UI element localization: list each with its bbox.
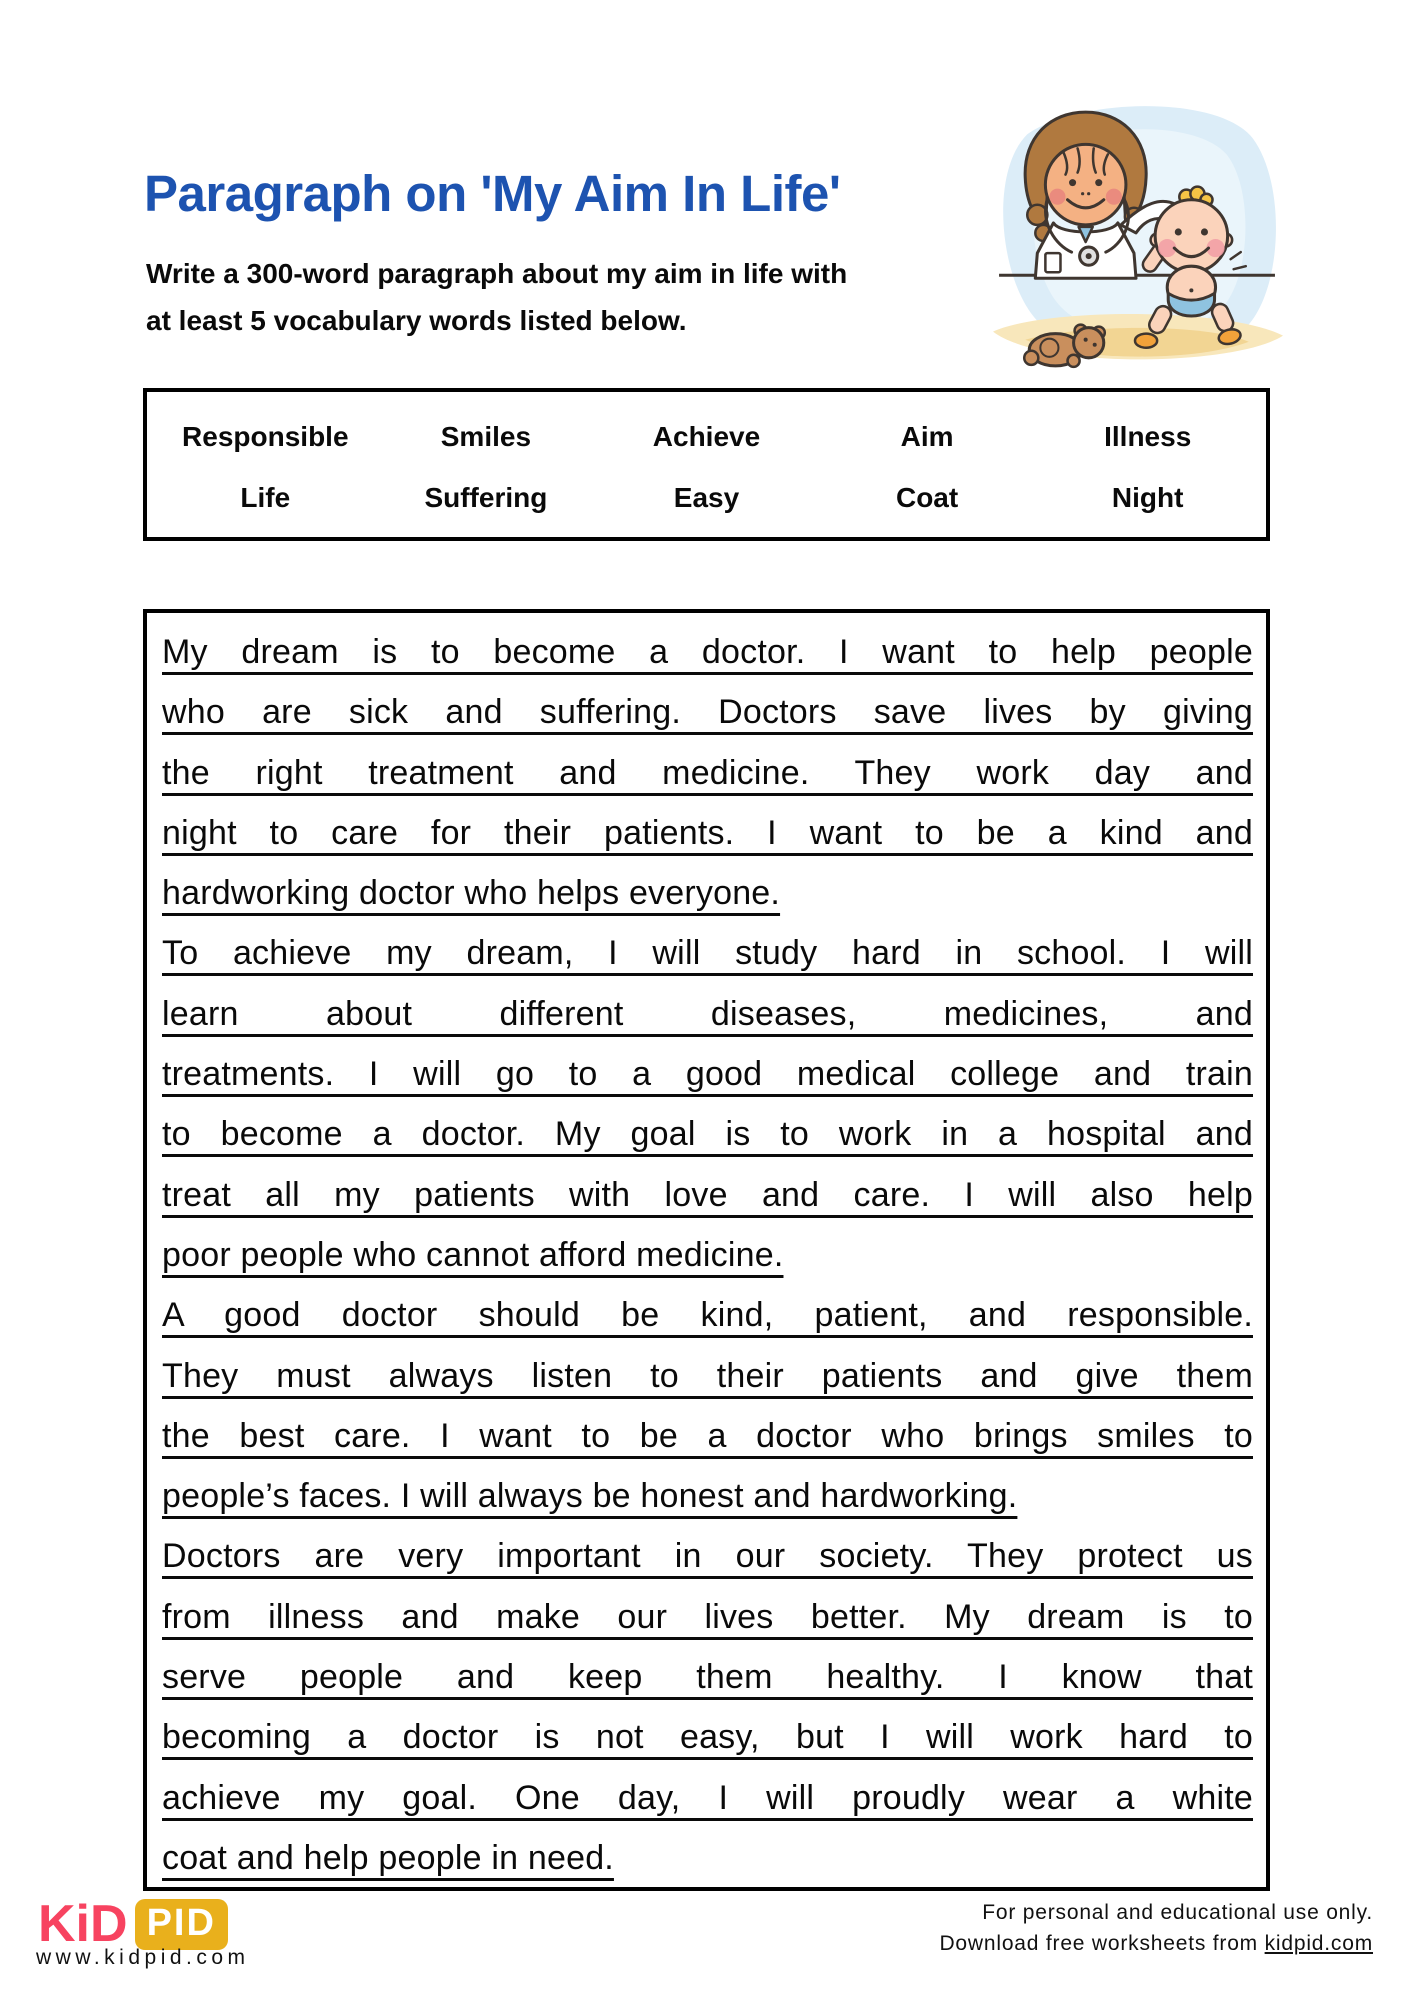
essay-line: the right treatment and medicine. They work day and bbox=[162, 753, 1253, 792]
website-url: www.kidpid.com bbox=[36, 1946, 250, 1969]
essay-line: the best care. I want to be a doctor who brings smiles to bbox=[162, 1416, 1253, 1455]
essay-line: A good doctor should be kind, patient, and responsible. bbox=[162, 1296, 1253, 1335]
vocab-word: Smiles bbox=[440, 421, 532, 452]
essay-line: achieve my goal. One day, I will proudly wear a white bbox=[162, 1778, 1253, 1817]
essay-line: learn about different diseases, medicines, and bbox=[162, 994, 1253, 1033]
vocab-word: Achieve bbox=[652, 421, 761, 452]
essay-line: people’s faces. I will always be honest and hardworking. bbox=[162, 1477, 1018, 1516]
essay-box bbox=[143, 609, 1270, 1891]
instructions-line-2: at least 5 vocabulary words listed below. bbox=[146, 305, 687, 336]
essay-line: serve people and keep them healthy. I know that bbox=[162, 1658, 1253, 1697]
vocab-word: Suffering bbox=[424, 482, 548, 513]
vocabulary-grid bbox=[147, 392, 1266, 528]
essay-line: to become a doctor. My goal is to work in a hospital and bbox=[162, 1115, 1253, 1154]
essay-line: who are sick and suffering. Doctors save lives by giving bbox=[162, 693, 1253, 732]
vocab-word: Coat bbox=[895, 482, 959, 513]
page-title: Paragraph on 'My Aim In Life' bbox=[144, 165, 841, 222]
instructions-text bbox=[146, 250, 1026, 344]
essay-line: treat all my patients with love and care. I will also help bbox=[162, 1175, 1253, 1214]
essay-line: To achieve my dream, I will study hard in school. I will bbox=[162, 934, 1253, 973]
essay-line: Doctors are very important in our society. They protect us bbox=[162, 1537, 1253, 1576]
footer-note-line-1: For personal and educational use only. bbox=[982, 1901, 1373, 1924]
vocab-word: Responsible bbox=[182, 421, 349, 452]
kidpid-link[interactable]: kidpid.com bbox=[1264, 1932, 1373, 1955]
essay-line: They must always listen to their patients and give them bbox=[162, 1356, 1253, 1395]
essay-line: poor people who cannot afford medicine. bbox=[162, 1235, 784, 1274]
kidpid-logo bbox=[38, 1894, 228, 1954]
vocab-word: Easy bbox=[673, 482, 740, 513]
instructions-line-1: Write a 300-word paragraph about my aim in life with bbox=[146, 258, 848, 289]
essay-line: treatments. I will go to a good medical college and train bbox=[162, 1055, 1253, 1094]
essay-line: night to care for their patients. I want to be a kind and bbox=[162, 813, 1253, 852]
essay-line: from illness and make our lives better. My dream is to bbox=[162, 1597, 1253, 1636]
footer-note bbox=[939, 1897, 1373, 1959]
footer-note-line-2-prefix: Download free worksheets from bbox=[939, 1932, 1265, 1955]
vocab-word: Life bbox=[240, 482, 291, 513]
vocab-word: Illness bbox=[1104, 421, 1192, 452]
doctor-baby-illustration bbox=[983, 92, 1289, 384]
vocab-word: Aim bbox=[900, 421, 954, 452]
vocabulary-box bbox=[143, 388, 1270, 541]
essay-line: hardworking doctor who helps everyone. bbox=[162, 874, 781, 913]
essay-line: coat and help people in need. bbox=[162, 1838, 614, 1877]
essay-line: becoming a doctor is not easy, but I will work hard to bbox=[162, 1718, 1253, 1757]
vocab-word: Night bbox=[1111, 482, 1184, 513]
kidpid-logo-pid: PID bbox=[135, 1899, 228, 1950]
essay-line: My dream is to become a doctor. I want to help people bbox=[162, 633, 1253, 671]
kidpid-logo-kid: KiD bbox=[38, 1895, 128, 1953]
essay-text bbox=[162, 622, 1253, 1888]
